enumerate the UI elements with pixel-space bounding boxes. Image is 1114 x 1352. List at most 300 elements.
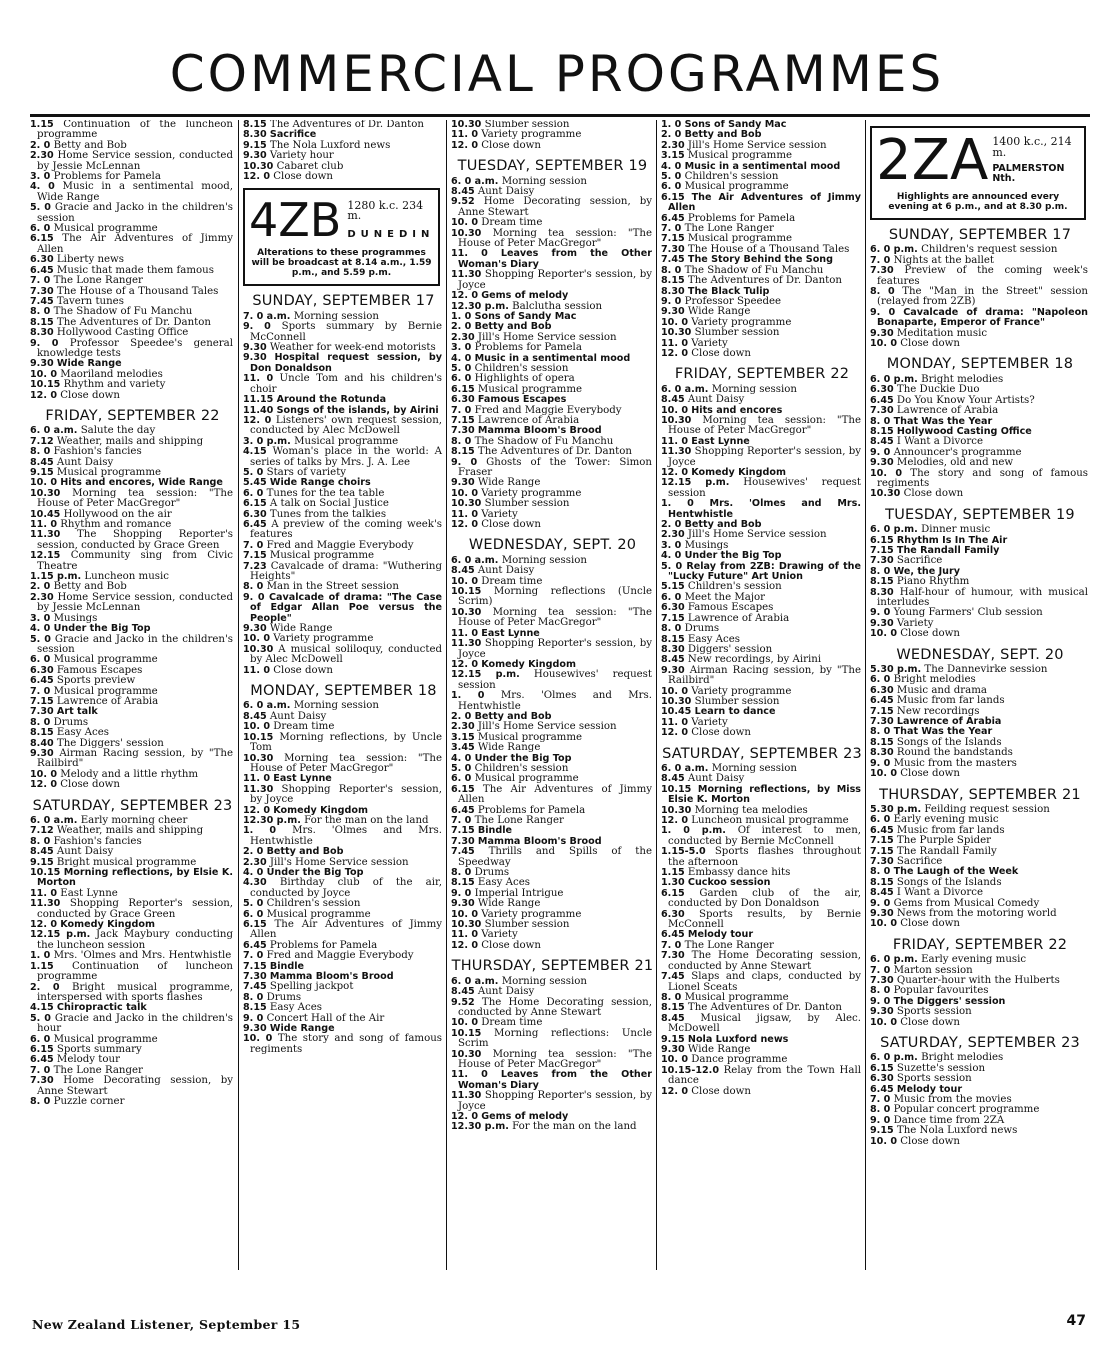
programme-title: Dance programme — [691, 1054, 788, 1066]
programme-item — [661, 1066, 863, 1087]
programme-time: 7.15 — [451, 825, 475, 837]
programme-title: Garden club of the air, conducted by Don Donaldson — [668, 887, 861, 910]
programme-title: Aunt Daisy — [477, 186, 535, 198]
programme-time: 9. 0 — [870, 446, 891, 458]
programme-title: Bright melodies — [921, 1052, 1004, 1064]
programme-time: 7.15 — [30, 695, 54, 707]
programme-time: 6. 0 a.m. — [30, 815, 78, 826]
programme-time: 7.30 — [30, 1075, 54, 1087]
programme-title: Cabaret club — [276, 160, 344, 172]
programme-item — [30, 551, 235, 572]
programme-title: Housewives' request session — [458, 669, 652, 691]
programme-time: 6.30 — [870, 384, 894, 396]
programme-title: Close down — [60, 779, 120, 791]
programme-title: Dream time — [481, 1017, 543, 1029]
programme-title: Musical programme — [56, 467, 162, 478]
programme-time: 6.30 — [30, 664, 54, 676]
programme-time: 11. 0 — [30, 519, 58, 531]
programme-title: Cavalcade of drama: "Wuthering Heights" — [250, 560, 442, 582]
day-heading: THURSDAY, SEPTEMBER 21 — [451, 958, 654, 975]
programme-title: Shopping Reporter's session, by Joyce — [458, 269, 652, 291]
programme-time: 6. 0 p.m. — [870, 373, 918, 385]
programme-time: 10. 0 — [661, 1054, 689, 1066]
programme-time: 6.45 — [870, 695, 894, 707]
programme-time: 11. 0 — [661, 716, 689, 728]
programme-title: Ghosts of the Tower: Simon Fraser — [458, 456, 652, 478]
programme-time: 10. 0 — [870, 1016, 898, 1028]
programme-title: Mamma Bloom's Brood — [269, 971, 394, 983]
programme-time: 5. 0 — [451, 362, 472, 374]
programme-time: 9.30 — [661, 306, 685, 318]
programme-item — [870, 919, 1090, 929]
programme-time: 6.15 — [870, 1062, 894, 1074]
programme-title: Fashion's fancies — [53, 835, 142, 847]
programme-time: 10. 0 — [30, 477, 58, 489]
programme-title: Fashion's fancies — [53, 446, 142, 458]
programme-time: 2. 0 — [30, 981, 60, 993]
programme-title: Close down — [481, 939, 541, 951]
programme-time: 6. 0 a.m. — [30, 425, 78, 437]
programme-time: 2. 0 — [661, 129, 682, 141]
programme-time: 10. 0 — [451, 487, 479, 499]
station-city: PALMERSTON Nth. — [992, 163, 1065, 185]
day-heading: MONDAY, SEPTEMBER 18 — [886, 356, 1074, 373]
programme-title: Morning session — [711, 383, 797, 395]
programme-title: The Nola Luxford news — [896, 1125, 1018, 1137]
programme-time: 6.30 — [661, 908, 685, 920]
programme-title: Songs of the Islands — [896, 876, 1002, 888]
programme-time: 8. 0 — [870, 726, 891, 738]
programme-title: Shopping Reporter's session, by Joyce — [250, 783, 442, 806]
programme-time: 5. 0 — [30, 1012, 51, 1024]
programme-title: Round the bandstands — [896, 747, 1013, 759]
programme-title: Luncheon musical programme — [691, 815, 849, 826]
programme-title: Famous Escapes — [56, 664, 143, 676]
programme-time: 7.45 — [661, 971, 685, 983]
programme-time: 6. 0 a.m. — [451, 554, 499, 566]
programme-time: 7.45 — [30, 295, 54, 307]
programme-title: The Randall Family — [896, 845, 997, 857]
programme-time: 7. 0 — [243, 539, 264, 551]
programme-title: Betty and Bob — [474, 321, 552, 333]
programme-title: Melodies, old and new — [896, 457, 1014, 469]
programme-title: Stars of variety — [266, 466, 347, 478]
programme-title: Problems for Pamela — [474, 342, 582, 354]
programme-item — [30, 391, 235, 401]
programme-time: 8. 0 — [30, 835, 51, 847]
day-heading: SATURDAY, SEPTEMBER 23 — [32, 797, 233, 814]
programme-title: Continuation of luncheon programme — [37, 960, 233, 983]
programme-title: That Was the Year — [893, 726, 993, 738]
programme-time: 10.15 — [661, 783, 692, 795]
programme-title: Maoriland melodies — [60, 368, 163, 380]
programme-time: 8.15 — [243, 1002, 267, 1014]
programme-title: Music that made them famous — [56, 264, 214, 276]
programme-time: 10. 0 — [243, 1033, 273, 1045]
programme-title: The story and song of famous regiments — [250, 1033, 442, 1055]
programme-time: 2. 0 — [451, 321, 472, 333]
programme-title: Music from far lands — [896, 824, 1005, 836]
programme-item — [451, 998, 654, 1019]
programme-title: Sacrifice — [896, 555, 943, 567]
programme-time: 8.45 — [243, 710, 267, 722]
programme-title: The Air Adventures of Jimmy Allen — [458, 783, 652, 806]
programme-title: Sports results, by Bernie McConnell — [668, 908, 861, 931]
programme-time: 12. 0 — [243, 804, 271, 816]
programme-time: 8.40 — [30, 737, 54, 749]
programme-time: 8. 0 — [30, 306, 51, 318]
programme-time: 6. 0 a.m. — [451, 975, 499, 987]
programme-title: Children's session — [474, 762, 569, 774]
programme-time: 7.15 — [870, 845, 894, 857]
programme-title: Morning tea session: "The House of Peter MacGregor" — [458, 227, 652, 250]
programme-title: New recordings — [896, 705, 980, 717]
programme-item — [870, 308, 1090, 329]
programme-time: 7.30 — [661, 243, 685, 255]
programme-title: Close down — [900, 1016, 960, 1028]
programme-title: Concert Hall of the Air — [266, 1012, 385, 1024]
programme-title: Close down — [900, 768, 960, 780]
programme-time: 6.45 — [30, 675, 54, 687]
programme-item — [30, 120, 235, 141]
programme-time: 6.15 — [243, 498, 267, 510]
programme-time: 12.15 p.m. — [451, 669, 520, 681]
programme-title: Puzzle corner — [53, 1095, 125, 1107]
programme-title: Wide Range — [56, 358, 122, 370]
programme-item — [451, 1091, 654, 1112]
day-heading: SUNDAY, SEPTEMBER 17 — [252, 293, 435, 310]
programme-title: Close down — [691, 347, 751, 359]
programme-time: 8. 0 — [30, 716, 51, 728]
programme-time: 5. 0 — [30, 633, 51, 645]
programme-item — [451, 197, 654, 218]
programme-title: Aunt Daisy — [687, 773, 745, 785]
programme-title: Continuation of the luncheon programme — [37, 120, 233, 141]
programme-title: Music in a sentimental mood, Wide Range — [37, 181, 233, 203]
day-heading: MONDAY, SEPTEMBER 18 — [250, 683, 437, 700]
programme-title: East Lynne — [273, 773, 332, 785]
programme-title: Lawrence of Arabia — [56, 695, 159, 707]
programme-item — [870, 287, 1090, 308]
programme-item — [451, 229, 654, 250]
programme-title: Aunt Daisy — [56, 846, 114, 858]
programme-title: Musical programme — [684, 181, 789, 193]
programme-title: The Adventures of Dr. Danton — [56, 316, 211, 328]
programme-title: Problems for Pamela — [687, 212, 796, 224]
programme-time: 5.45 — [243, 477, 267, 489]
programme-title: The Lone Ranger — [684, 223, 774, 235]
programme-time: 8. 0 — [870, 415, 891, 427]
programme-title: Problems for Pamela — [53, 171, 161, 183]
programme-title: Variety — [481, 508, 518, 520]
programme-title: The Purple Spider — [896, 835, 992, 847]
programme-title: Jill's Home Service session — [477, 721, 617, 733]
programme-title: Variety programme — [481, 129, 582, 141]
programme-item — [243, 593, 444, 624]
programme-time: 9.30 — [30, 747, 54, 759]
programme-title: Musical programme — [477, 731, 583, 743]
programme-time: 5.30 p.m. — [870, 664, 922, 676]
programme-title: Sports preview — [56, 675, 136, 687]
programme-title: Young Farmers' Club session — [893, 607, 1043, 619]
programme-title: Easy Aces — [687, 633, 740, 645]
programme-title: Musical programme — [684, 991, 789, 1003]
programme-time: 7. 0 — [451, 404, 472, 416]
programme-title: The Adventures of Dr. Danton — [269, 120, 424, 130]
programme-title: A preview of the coming week's features — [250, 518, 442, 541]
programme-title: Sacrifice — [269, 129, 317, 141]
programme-time: 2.30 — [243, 856, 267, 868]
programme-time: 10.30 — [451, 919, 482, 931]
programme-time: 9. 0 — [451, 887, 472, 899]
programme-title: Music in a sentimental mood — [474, 352, 631, 364]
programme-time: 7.30 — [243, 971, 267, 983]
programme-title: Bright musical programme — [56, 856, 197, 868]
programme-time: 6. 0 p.m. — [870, 1052, 918, 1064]
programme-time: 6.15 — [30, 1043, 54, 1055]
programme-title: Morning tea melodies — [694, 804, 808, 816]
programme-title: The Lone Ranger — [474, 815, 564, 826]
station-call-sign: 2ZA — [876, 128, 989, 193]
programme-item — [243, 374, 444, 395]
programme-time: 7. 0 — [870, 254, 891, 266]
programme-time: 7.15 — [243, 550, 267, 562]
programme-title: Announcer's programme — [893, 446, 1022, 458]
programme-title: Thrills and Spills of the Speedway — [458, 846, 652, 868]
programme-item — [243, 754, 444, 775]
programme-title: Highlights of opera — [474, 373, 575, 385]
programme-time: 1. 0 — [30, 950, 51, 962]
day-heading: WEDNESDAY, SEPT. 20 — [468, 537, 637, 554]
programme-time: 9. 0 — [243, 591, 265, 603]
programme-title: The Nola Luxford news — [269, 139, 391, 151]
programme-title: Music in a sentimental mood — [684, 160, 841, 172]
programme-time: 7. 0 — [661, 939, 682, 951]
programme-title: Housewives' request session — [668, 477, 861, 499]
programme-title: For the man on the land — [512, 1121, 637, 1133]
programme-title: Mrs. 'Olmes and Mrs. Hentwhistle — [53, 950, 232, 962]
programme-title: Variety programme — [691, 685, 792, 697]
programme-time: 8. 0 — [870, 866, 891, 878]
programme-time: 5. 0 — [243, 898, 264, 910]
programme-title: Diggers' session — [687, 643, 773, 655]
programme-title: Bright melodies — [893, 674, 976, 686]
programme-item — [661, 416, 863, 437]
programme-title: Cuckoo session — [687, 877, 771, 889]
programme-time: 6. 0 p.m. — [870, 244, 918, 256]
programme-title: Sacrifice — [896, 855, 943, 867]
programme-title: Wide Range — [269, 623, 333, 635]
programme-time: 9.52 — [451, 996, 475, 1008]
programme-time: 6. 0 — [451, 773, 472, 785]
programme-time: 10. 0 — [870, 1135, 898, 1147]
programme-title: Children's session — [687, 581, 782, 593]
programme-time: 2.30 — [661, 529, 685, 541]
programme-title: Sports summary — [56, 1043, 142, 1055]
programme-title: Early evening music — [921, 954, 1027, 966]
programme-title: Musical programme — [53, 654, 158, 666]
programme-time: 8. 0 — [870, 985, 891, 997]
programme-time: 2.30 — [451, 721, 475, 733]
programme-time: 9.30 — [243, 150, 267, 162]
programme-time: 7.30 — [870, 555, 894, 567]
programme-time: 10. 0 — [870, 918, 898, 930]
day-heading: TUESDAY, SEPTEMBER 19 — [885, 506, 1075, 523]
programme-title: The Air Adventures of Jimmy Allen — [250, 919, 442, 941]
programme-title: Home Decorating session, by Anne Stewart — [458, 196, 652, 218]
programme-time: 4. 0 — [661, 550, 682, 562]
station-box-2za — [870, 126, 1086, 220]
programme-time: 8.15 — [661, 633, 685, 645]
programme-time: 10.30 — [661, 804, 692, 816]
programme-title: Slumber session — [484, 120, 570, 130]
programme-time: 12. 0 — [451, 658, 479, 670]
programme-title: Professor Speedee's general knowledge tests — [37, 337, 234, 359]
programme-time: 3. 0 — [661, 539, 682, 551]
programme-time: 7.30 — [30, 706, 54, 718]
programme-title: Weather, mails and shipping — [56, 435, 204, 447]
programme-title: The Lone Ranger — [684, 939, 774, 951]
programme-time: 9.15 — [661, 1033, 685, 1045]
programme-title: Close down — [691, 1085, 751, 1097]
programme-time: 6.30 — [870, 684, 894, 696]
programme-item — [451, 458, 654, 479]
programme-time: 4. 0 — [451, 352, 472, 364]
programme-time: 11. 0 — [451, 627, 479, 639]
programme-item — [30, 749, 235, 770]
programme-title: Betty and Bob — [684, 129, 762, 141]
programme-time: 1.15 p.m. — [30, 571, 82, 583]
programme-title: I Want a Divorce — [896, 887, 983, 899]
programme-title: Variety — [691, 716, 728, 728]
programme-time: 12.30 p.m. — [451, 1121, 509, 1133]
programme-title: Under the Big Top — [684, 550, 782, 562]
programme-time: 8.15 — [451, 446, 475, 458]
programme-time: 3. 0 — [451, 342, 472, 354]
programme-time: 10.30 — [451, 498, 482, 510]
programme-title: Mamma Bloom's Brood — [477, 835, 602, 847]
programme-title: Hollywood Casting Office — [896, 425, 1032, 437]
programme-time: 11. 0 — [243, 373, 274, 385]
programme-time: 6. 0 — [243, 908, 264, 920]
programme-time: 6. 0 — [30, 654, 51, 666]
programme-title: Listeners' own request session, conducted by Alec McDowell — [250, 414, 442, 437]
programme-title: Quarter-hour with the Hulberts — [896, 975, 1060, 986]
programme-time: 8. 0 — [30, 1095, 51, 1107]
programme-title: Popular favourites — [893, 985, 989, 997]
programme-title: Variety programme — [273, 633, 374, 645]
programme-time: 11.30 — [30, 529, 61, 541]
programme-time: 11. 0 — [451, 508, 479, 520]
programme-item — [451, 587, 654, 608]
programme-time: 12. 0 — [661, 815, 689, 826]
programme-time: 8.45 — [661, 1012, 685, 1024]
programme-time: 6. 0 a.m. — [661, 383, 709, 395]
programme-time: 4. 0 — [30, 181, 55, 193]
programme-time: 1. 0 — [661, 498, 694, 510]
programme-item — [30, 203, 235, 224]
day-heading: SATURDAY, SEPTEMBER 23 — [880, 1035, 1080, 1052]
programme-title: Gems from Musical Comedy — [893, 897, 1040, 909]
programme-title: The Black Tulip — [687, 285, 770, 297]
programme-item — [243, 172, 444, 182]
programme-time: 12.15 p.m. — [30, 929, 91, 941]
programme-time: 7.15 — [661, 233, 685, 245]
programme-title: Nights at the ballet — [893, 254, 994, 266]
programme-item — [243, 826, 444, 847]
programme-time: 10.15 — [451, 1027, 482, 1039]
day-heading: FRIDAY, SEPTEMBER 22 — [45, 407, 220, 424]
programme-item — [451, 1122, 654, 1132]
programme-title: The "Man in the Street" session (relayed from 2ZB) — [877, 286, 1088, 308]
programme-title: The Home Decorating session, conducted by Anne Stewart — [458, 996, 652, 1018]
programme-title: Musical programme — [269, 550, 375, 562]
programme-time: 9.30 — [870, 617, 894, 629]
programme-title: Rhythm and variety — [63, 379, 166, 391]
programme-title: Morning session — [293, 700, 379, 712]
programme-title: Hospital request session, by Don Donaldson — [250, 352, 442, 374]
programme-title: For the man on the land — [304, 814, 429, 826]
programme-time: 7.23 — [243, 560, 267, 572]
programme-time: 10. 0 — [661, 404, 689, 416]
programme-time: 12.30 p.m. — [451, 300, 509, 312]
programme-title: Slumber session — [694, 327, 780, 339]
programme-title: Mrs. 'Olmes and Mrs. Hentwhistle — [250, 825, 442, 847]
programme-title: Close down — [691, 727, 751, 739]
programme-title: Musical programme — [477, 383, 583, 395]
programme-time: 7.30 — [870, 855, 894, 867]
programme-title: Shopping Reporter's session, by Joyce — [668, 446, 861, 468]
programme-time: 6.45 — [30, 264, 54, 276]
programme-title: Jill's Home Service session — [687, 139, 827, 151]
programme-title: Dance time from 2ZA — [893, 1114, 1005, 1126]
programme-title: Jill's Home Service session — [477, 331, 617, 343]
programme-time: 9.30 — [243, 623, 267, 635]
programme-title: Dream time — [273, 721, 335, 733]
programme-title: Airman Racing session, by "The Railbird" — [37, 747, 233, 770]
programme-item — [451, 785, 654, 806]
programme-title: Children's request session — [921, 244, 1058, 256]
programme-item — [243, 562, 444, 583]
programme-time: 7. 0 — [30, 685, 51, 697]
programme-title: Morning session — [293, 310, 379, 322]
programme-item — [243, 785, 444, 806]
programme-time: 8. 0 — [661, 991, 682, 1003]
programme-time: 8.45 — [870, 436, 894, 448]
programme-time: 8.45 — [451, 565, 475, 577]
programme-title: Sports session — [896, 1073, 972, 1085]
programme-title: Aunt Daisy — [269, 710, 327, 722]
programme-time: 7.12 — [30, 825, 54, 837]
programme-time: 10.15 — [243, 731, 274, 743]
programme-item — [30, 151, 235, 172]
programme-title: East Lynne — [481, 627, 540, 639]
programme-time: 9. 0 — [661, 295, 682, 307]
programme-title: Home Service session, conducted by Jessie McLennan — [37, 150, 233, 172]
programme-title: A talk on Social Justice — [269, 498, 389, 510]
programme-time: 11.40 — [243, 404, 274, 416]
programme-time: 4.15 — [30, 1002, 54, 1014]
programme-time: 7.30 — [870, 975, 894, 986]
programme-time: 9.30 — [243, 352, 267, 364]
programme-title: Bright melodies — [921, 373, 1004, 385]
programme-time: 7.30 — [870, 405, 894, 417]
programme-time: 7.30 — [870, 716, 894, 728]
programme-time: 10.30 — [451, 227, 482, 239]
programme-item — [243, 920, 444, 941]
programme-title: Musical programme — [687, 233, 793, 245]
programme-time: 9. 0 — [870, 306, 896, 318]
